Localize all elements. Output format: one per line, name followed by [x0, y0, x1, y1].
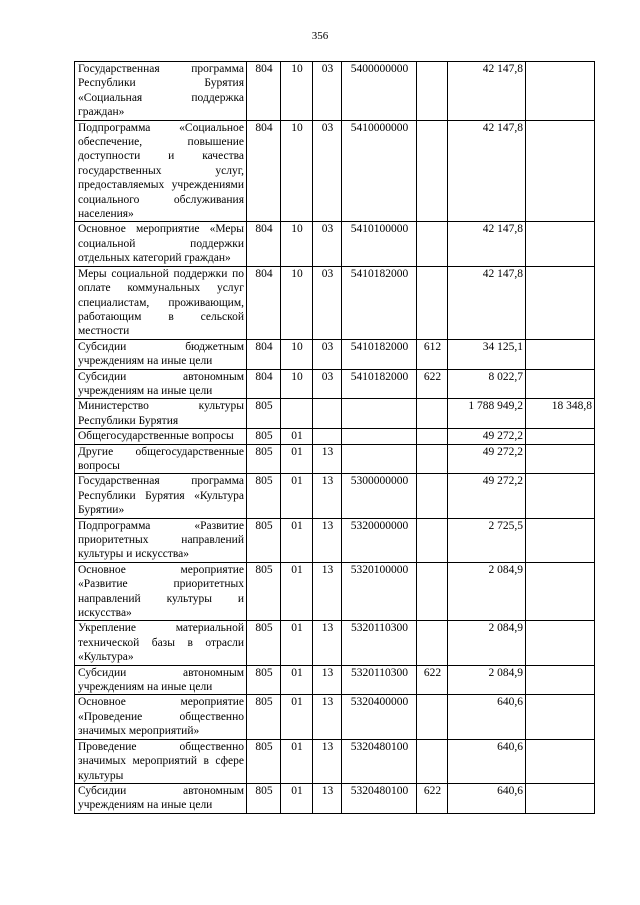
- amount: 1 788 949,2: [448, 399, 526, 429]
- section-code: 10: [281, 339, 313, 369]
- section-code: 01: [281, 695, 313, 739]
- subsection-code: [313, 429, 342, 444]
- target-article-code: [342, 429, 417, 444]
- section-code: 10: [281, 266, 313, 339]
- target-article-code: 5410000000: [342, 120, 417, 222]
- page-number: 356: [311, 30, 329, 42]
- department-code: 805: [247, 621, 281, 665]
- table-row: [75, 429, 595, 444]
- expense-type-code: [417, 444, 448, 474]
- amount-secondary: [526, 665, 595, 695]
- expense-type-code: [417, 266, 448, 339]
- subsection-code: 13: [313, 783, 342, 813]
- row-name: Субсидии бюджетным учреждениям на иные цели: [75, 339, 247, 369]
- budget-table: [74, 61, 595, 814]
- target-article-code: 5410182000: [342, 369, 417, 399]
- target-article-code: 5320100000: [342, 562, 417, 621]
- expense-type-code: [417, 222, 448, 266]
- amount-secondary: [526, 222, 595, 266]
- table-row: [75, 474, 595, 518]
- amount-secondary: [526, 339, 595, 369]
- subsection-code: 03: [313, 266, 342, 339]
- subsection-code: 13: [313, 474, 342, 518]
- amount: 49 272,2: [448, 444, 526, 474]
- department-code: 805: [247, 444, 281, 474]
- expense-type-code: [417, 518, 448, 562]
- row-name: Основное мероприятие «Меры социальной поддержки отдельных категорий граждан»: [75, 222, 247, 266]
- expense-type-code: [417, 120, 448, 222]
- subsection-code: [313, 399, 342, 429]
- section-code: 01: [281, 562, 313, 621]
- expense-type-code: [417, 695, 448, 739]
- section-code: 01: [281, 444, 313, 474]
- row-name: Государственная программа Республики Бурятия «Социальная поддержка граждан»: [75, 62, 247, 121]
- row-name: Субсидии автономным учреждениям на иные цели: [75, 783, 247, 813]
- expense-type-code: 622: [417, 783, 448, 813]
- amount-secondary: [526, 518, 595, 562]
- table-row: [75, 62, 595, 121]
- subsection-code: 13: [313, 562, 342, 621]
- expense-type-code: [417, 399, 448, 429]
- amount-secondary: [526, 621, 595, 665]
- amount-secondary: [526, 62, 595, 121]
- amount: 640,6: [448, 695, 526, 739]
- table-row: [75, 369, 595, 399]
- row-name: Подпрограмма «Социальное обеспечение, повышение доступности и качества государственных услуг, предоставляемых учреждениями социального обслуживания населения»: [75, 120, 247, 222]
- table-row: [75, 783, 595, 813]
- expense-type-code: [417, 562, 448, 621]
- subsection-code: 13: [313, 695, 342, 739]
- target-article-code: 5410100000: [342, 222, 417, 266]
- amount: 2 084,9: [448, 665, 526, 695]
- expense-type-code: [417, 429, 448, 444]
- subsection-code: 03: [313, 62, 342, 121]
- amount: 640,6: [448, 739, 526, 783]
- table-row: [75, 120, 595, 222]
- amount: 34 125,1: [448, 339, 526, 369]
- amount-secondary: [526, 783, 595, 813]
- table-row: [75, 444, 595, 474]
- amount-secondary: [526, 562, 595, 621]
- department-code: 805: [247, 665, 281, 695]
- amount-secondary: [526, 369, 595, 399]
- amount-secondary: [526, 474, 595, 518]
- expense-type-code: 612: [417, 339, 448, 369]
- table-row: [75, 399, 595, 429]
- amount: 2 084,9: [448, 562, 526, 621]
- row-name: Проведение общественно значимых мероприятий в сфере культуры: [75, 739, 247, 783]
- section-code: 10: [281, 62, 313, 121]
- expense-type-code: 622: [417, 369, 448, 399]
- table-row: [75, 562, 595, 621]
- section-code: 10: [281, 222, 313, 266]
- row-name: Основное мероприятие «Развитие приоритетных направлений культуры и искусства»: [75, 562, 247, 621]
- table-row: [75, 739, 595, 783]
- department-code: 804: [247, 222, 281, 266]
- table-row: [75, 266, 595, 339]
- department-code: 805: [247, 695, 281, 739]
- target-article-code: 5320000000: [342, 518, 417, 562]
- expense-type-code: [417, 621, 448, 665]
- amount-secondary: 18 348,8: [526, 399, 595, 429]
- section-code: 10: [281, 369, 313, 399]
- target-article-code: [342, 399, 417, 429]
- department-code: 805: [247, 562, 281, 621]
- expense-type-code: [417, 474, 448, 518]
- target-article-code: 5300000000: [342, 474, 417, 518]
- amount: 2 084,9: [448, 621, 526, 665]
- department-code: 804: [247, 339, 281, 369]
- amount-secondary: [526, 739, 595, 783]
- target-article-code: [342, 444, 417, 474]
- target-article-code: 5400000000: [342, 62, 417, 121]
- department-code: 805: [247, 399, 281, 429]
- table-row: [75, 518, 595, 562]
- department-code: 805: [247, 474, 281, 518]
- amount-secondary: [526, 120, 595, 222]
- table-row: [75, 621, 595, 665]
- department-code: 804: [247, 62, 281, 121]
- section-code: 01: [281, 518, 313, 562]
- subsection-code: 13: [313, 739, 342, 783]
- amount: 42 147,8: [448, 120, 526, 222]
- amount-secondary: [526, 444, 595, 474]
- expense-type-code: [417, 739, 448, 783]
- amount: 2 725,5: [448, 518, 526, 562]
- subsection-code: 13: [313, 665, 342, 695]
- amount: 640,6: [448, 783, 526, 813]
- amount: 49 272,2: [448, 474, 526, 518]
- expense-type-code: 622: [417, 665, 448, 695]
- target-article-code: 5320480100: [342, 783, 417, 813]
- amount: 8 022,7: [448, 369, 526, 399]
- target-article-code: 5320110300: [342, 621, 417, 665]
- section-code: 01: [281, 621, 313, 665]
- amount-secondary: [526, 429, 595, 444]
- department-code: 805: [247, 783, 281, 813]
- subsection-code: 03: [313, 120, 342, 222]
- amount-secondary: [526, 266, 595, 339]
- subsection-code: 03: [313, 222, 342, 266]
- department-code: 805: [247, 739, 281, 783]
- subsection-code: 13: [313, 621, 342, 665]
- target-article-code: 5410182000: [342, 266, 417, 339]
- department-code: 805: [247, 429, 281, 444]
- table-row: [75, 695, 595, 739]
- subsection-code: 03: [313, 339, 342, 369]
- section-code: 01: [281, 665, 313, 695]
- amount-secondary: [526, 695, 595, 739]
- row-name: Государственная программа Республики Бурятия «Культура Бурятии»: [75, 474, 247, 518]
- subsection-code: 13: [313, 518, 342, 562]
- section-code: 01: [281, 783, 313, 813]
- target-article-code: 5320400000: [342, 695, 417, 739]
- section-code: 10: [281, 120, 313, 222]
- department-code: 804: [247, 369, 281, 399]
- subsection-code: 13: [313, 444, 342, 474]
- department-code: 804: [247, 120, 281, 222]
- department-code: 804: [247, 266, 281, 339]
- row-name: Министерство культуры Республики Бурятия: [75, 399, 247, 429]
- table-row: [75, 339, 595, 369]
- table-row: [75, 665, 595, 695]
- section-code: 01: [281, 739, 313, 783]
- budget-table-body: [75, 62, 595, 814]
- target-article-code: 5410182000: [342, 339, 417, 369]
- row-name: Другие общегосударственные вопросы: [75, 444, 247, 474]
- table-row: [75, 222, 595, 266]
- section-code: [281, 399, 313, 429]
- amount: 42 147,8: [448, 222, 526, 266]
- target-article-code: 5320480100: [342, 739, 417, 783]
- expense-type-code: [417, 62, 448, 121]
- row-name: Субсидии автономным учреждениям на иные цели: [75, 665, 247, 695]
- subsection-code: 03: [313, 369, 342, 399]
- row-name: Субсидии автономным учреждениям на иные цели: [75, 369, 247, 399]
- row-name: Меры социальной поддержки по оплате коммунальных услуг специалистам, проживающим, работающим в сельской местности: [75, 266, 247, 339]
- row-name: Укрепление материальной технической базы в отрасли «Культура»: [75, 621, 247, 665]
- amount: 42 147,8: [448, 266, 526, 339]
- department-code: 805: [247, 518, 281, 562]
- row-name: Основное мероприятие «Проведение общественно значимых мероприятий»: [75, 695, 247, 739]
- section-code: 01: [281, 429, 313, 444]
- target-article-code: 5320110300: [342, 665, 417, 695]
- amount: 42 147,8: [448, 62, 526, 121]
- section-code: 01: [281, 474, 313, 518]
- row-name: Подпрограмма «Развитие приоритетных направлений культуры и искусства»: [75, 518, 247, 562]
- amount: 49 272,2: [448, 429, 526, 444]
- row-name: Общегосударственные вопросы: [75, 429, 247, 444]
